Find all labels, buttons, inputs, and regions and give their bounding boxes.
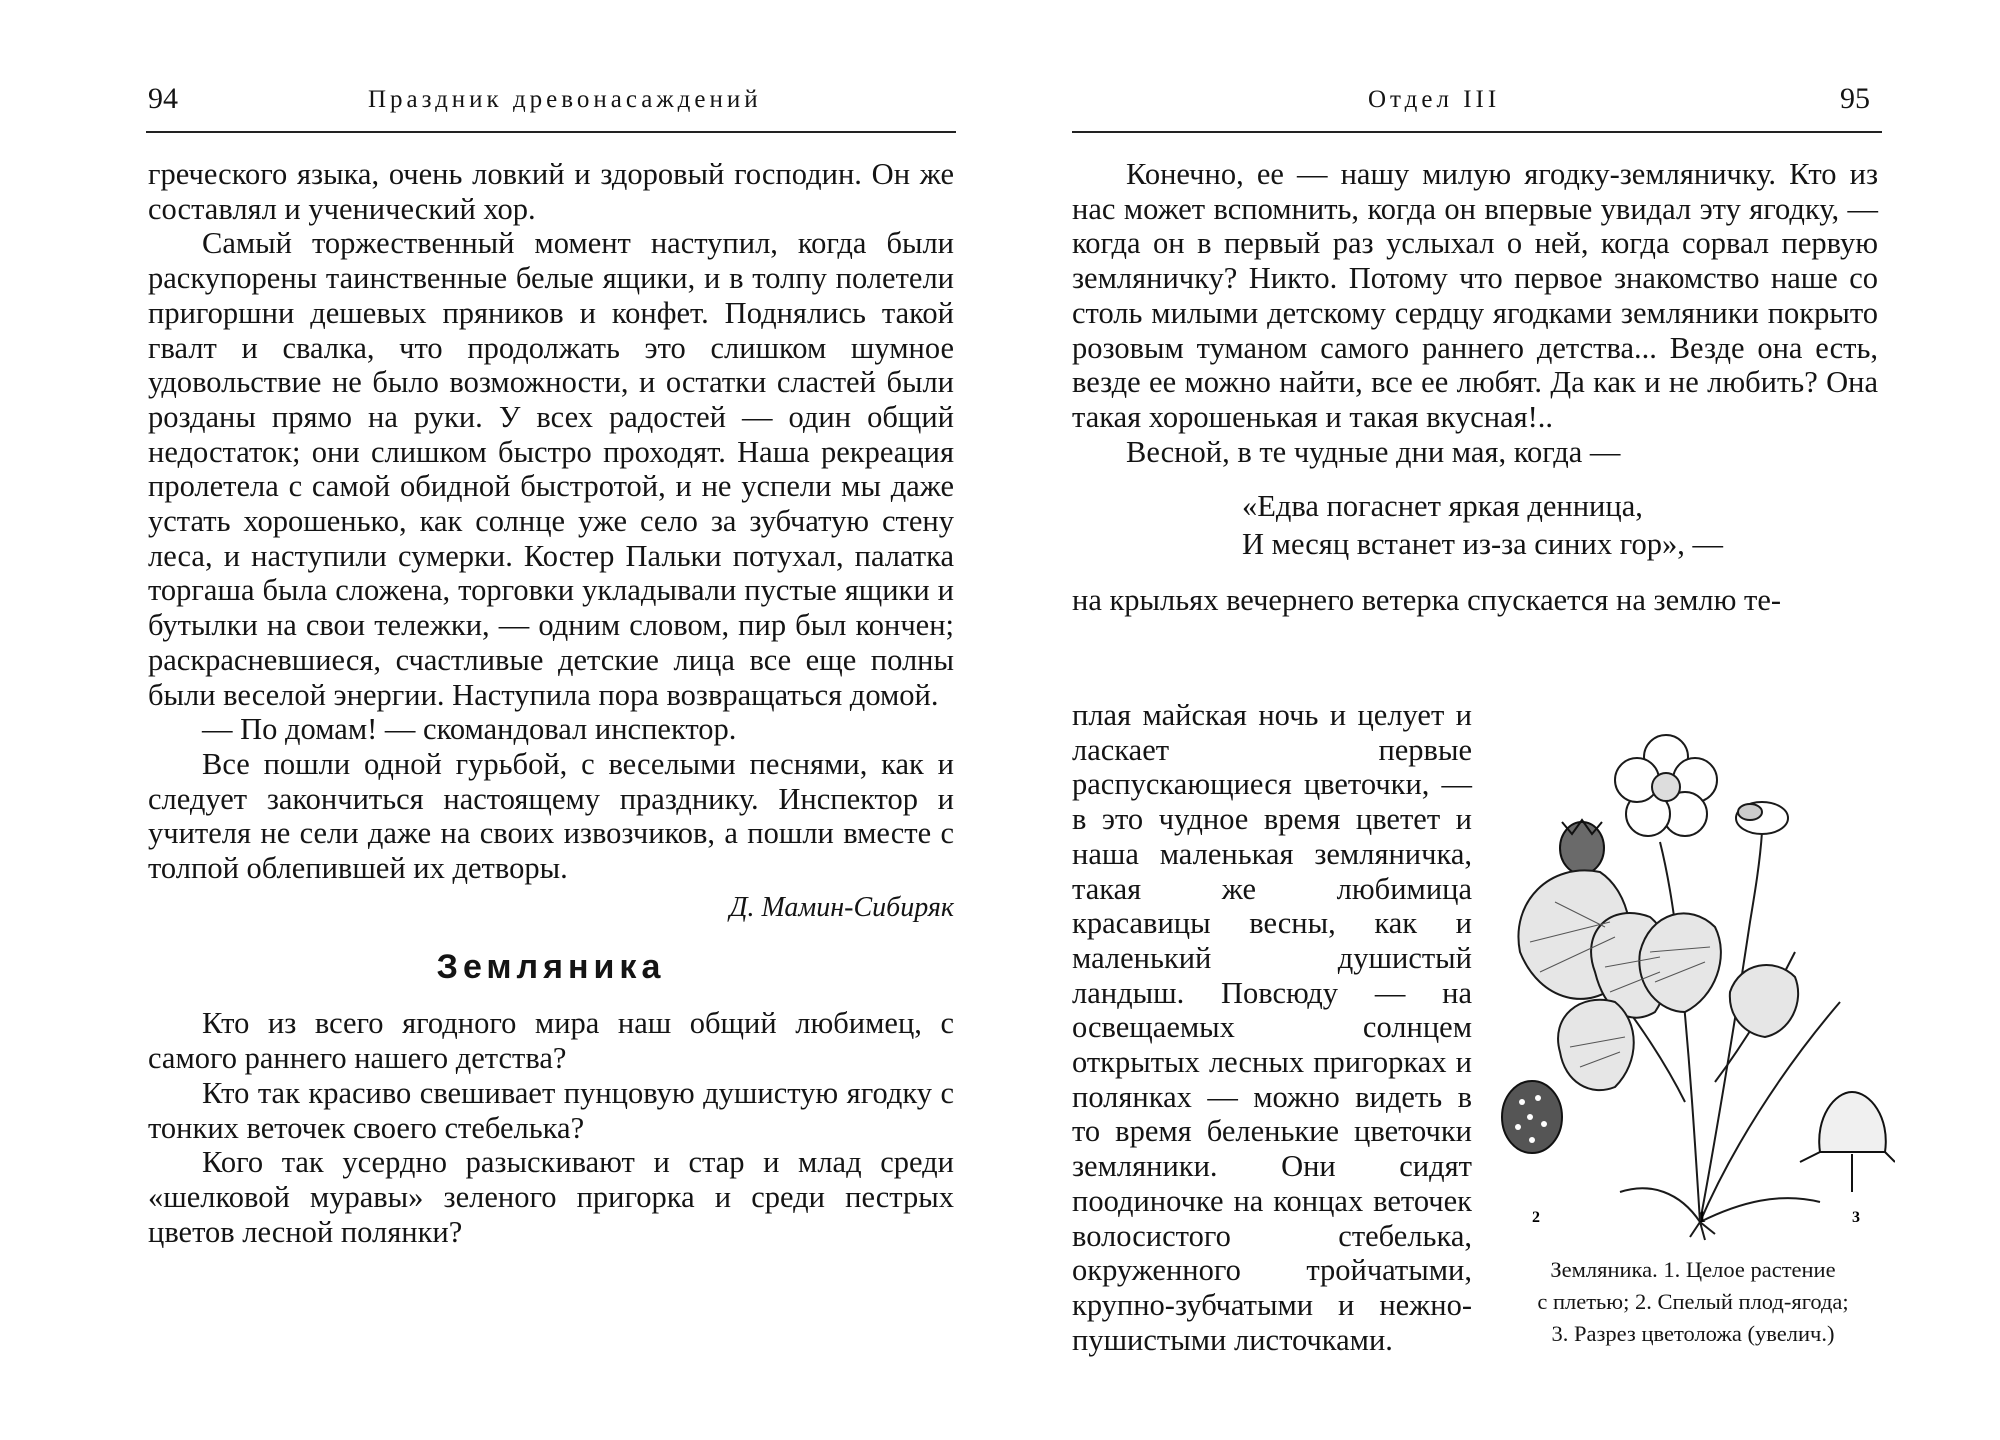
running-head: Отдел III	[1368, 86, 1501, 113]
paragraph: Кто из всего ягодного мира наш общий любимец, с самого раннего нашего детства?	[148, 1006, 954, 1076]
strawberry-illustration	[1500, 722, 1895, 1242]
page-number: 95	[1840, 82, 1870, 115]
flower-side-icon	[1736, 802, 1788, 834]
leaf-icon	[1730, 965, 1798, 1037]
header-rule	[146, 131, 956, 133]
caption-line: 3. Разрез цветоложа (увелич.)	[1551, 1321, 1835, 1346]
plant-stem	[1660, 842, 1700, 1222]
berry-icon	[1560, 820, 1604, 874]
figure-label: 3	[1852, 1209, 1860, 1226]
leaf-icon	[1558, 1000, 1634, 1090]
narrow-text-column	[1072, 698, 1472, 1357]
paragraph: Конечно, ее — нашу милую ягодку-земляничку. Кто из нас может вспомнить, когда он впервые увидал эту ягодку, — когда он в первый раз услыхал о ней, когда сорвал первую земляничку? Никто. Потому что первое знакомство наше со столь милыми детскому сердцу ягодками земляники покрыто розовым туманом самого раннего детства... Везде она есть, везде ее можно найти, все ее любят. Да как и не любить? Она такая хорошенькая и такая вкусная!..	[1072, 157, 1878, 434]
author-signature: Д. Мамин-Сибиряк	[729, 891, 954, 923]
verse-line: И месяц встанет из-за синих гор», —	[1242, 527, 1723, 562]
paragraph: греческого языка, очень ловкий и здоровый господин. Он же составлял и ученический хор.	[148, 157, 954, 226]
header-rule	[1072, 131, 1882, 133]
paragraph: Все пошли одной гурьбой, с веселыми песнями, как и следует закончиться настоящему празднику. Инспектор и учителя не сели даже на своих извозчиков, а пошли вместе с толпой облепившей их детворы.	[148, 746, 954, 886]
right-text-column	[1072, 157, 1878, 618]
right-page	[1000, 0, 2000, 1440]
paragraph-continuation: на крыльях вечернего ветерка спускается на землю те-	[1072, 583, 1782, 618]
section-title: Земляника	[436, 947, 666, 986]
verse-quote	[1242, 487, 1878, 563]
caption-line: Земляника. 1. Целое растение	[1550, 1257, 1836, 1282]
paragraph-wrap: плая майская ночь и целует и ласкает первые распускающиеся цветочки, — в это чудное время цветет и наша маленькая земляничка, такая же любимица красавицы весны, как и маленький душистый ландыш. Повсюду — на освещаемых солнцем открытых лесных пригорках и полянках — можно видеть в то время беленькие цветочки земляники. Они сидят поодиночке на концах веточек волосистого стебелька, окруженного тройчатыми, крупно-зубчатыми и нежно-пушистыми листочками.	[1072, 698, 1472, 1357]
paragraph: Весной, в те чудные дни мая, когда —	[1126, 434, 1621, 469]
paragraph: — По домам! — скомандовал инспектор.	[202, 712, 737, 747]
flower-icon	[1615, 735, 1717, 836]
paragraph: Кого так усердно разыскивают и стар и млад среди «шелковой муравы» зеленого пригорка и среди пестрых цветов лесной полянки?	[148, 1145, 954, 1249]
figure-label: 2	[1532, 1209, 1540, 1226]
receptacle-section-icon	[1800, 1092, 1895, 1192]
verse-line: «Едва погаснет яркая денница,	[1242, 489, 1643, 524]
left-text-column	[148, 157, 954, 1249]
caption-line: с плетью; 2. Спелый плод-ягода;	[1537, 1289, 1849, 1314]
page-number: 94	[148, 82, 178, 115]
figure-caption	[1492, 1254, 1894, 1350]
figure-label: 1	[1698, 1209, 1706, 1226]
running-head: Праздник древонасаждений	[368, 86, 762, 113]
paragraph: Кто так красиво свешивает пунцовую душистую ягодку с тонких веточек своего стебелька?	[148, 1075, 954, 1145]
ripe-berry-icon	[1502, 1081, 1562, 1153]
paragraph: Самый торжественный момент наступил, когда были раскупорены таинственные белые ящики, и в толпу полетели пригоршни дешевых пряников и конфет. Поднялись такой гвалт и свалка, что продолжать это слишком шумное удовольствие не было возможности, и остатки сластей были розданы прямо на руки. У всех радостей — один общий недостаток; они слишком быстро проходят. Наша рекреация пролетела с самой обидной быстротой, и не успели мы даже устать хорошенько, как солнце уже село за зубчатую стену леса, и наступили сумерки. Костер Пальки потухал, палатка торгаша была сложена, торговки укладывали пустые ящики и бутылки на свои тележки, — одним словом, пир был кончен; раскрасневшиеся, счастливые детские лица все еще полны были веселой энергии. Наступила пора возвращаться домой.	[148, 226, 954, 712]
